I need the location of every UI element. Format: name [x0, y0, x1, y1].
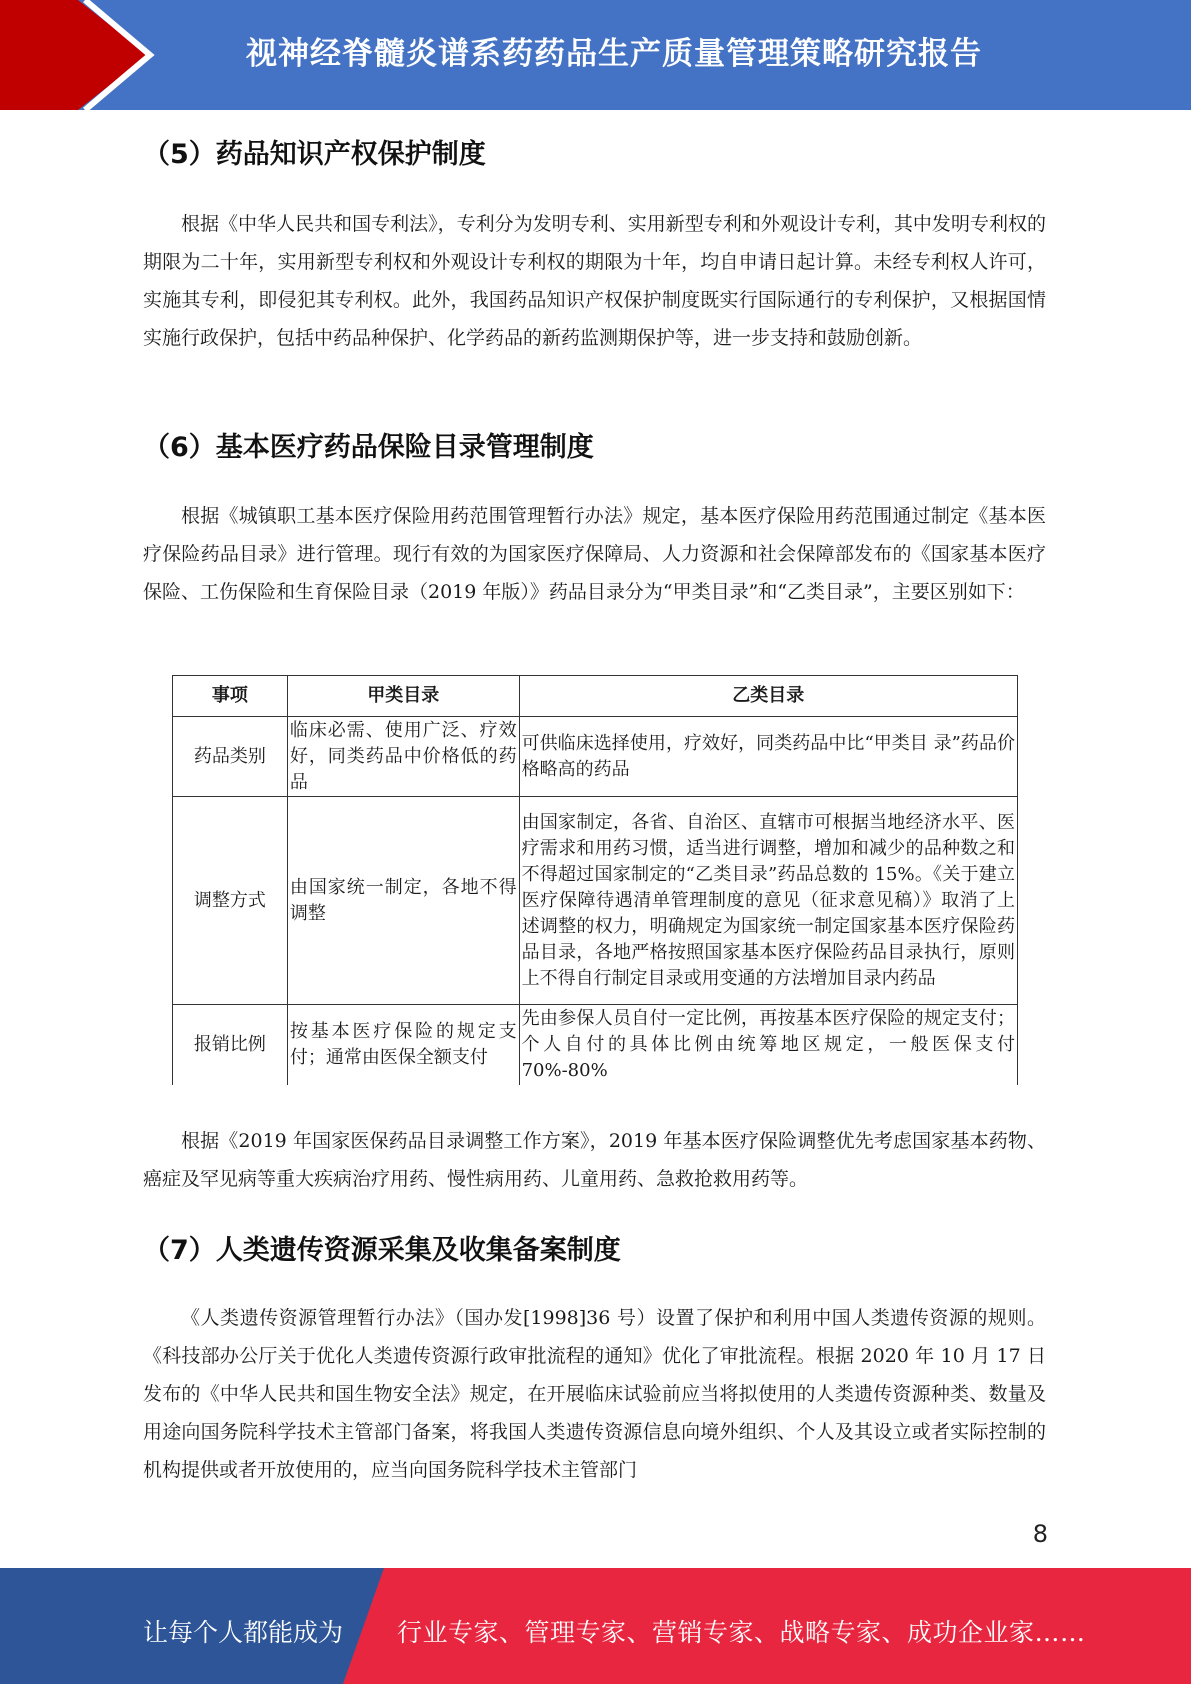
header-title: 视神经脊髓炎谱系药药品生产质量管理策略研究报告 [246, 36, 982, 72]
table-cell: 由国家统一制定，各地不得调整 [287, 797, 519, 1005]
section-heading-6: （6）基本医疗药品保险目录管理制度 [143, 432, 594, 463]
table-row [173, 717, 1018, 797]
table-cell: 由国家制定，各省、自治区、直辖市可根据当地经济水平、医疗需求和用药习惯，适当进行调整，增加和减少的品种数之和不得超过国家制定的“乙类目录”药品总数的 15%。《关于建立医疗保障待遇清单管理制度的意见（征求意见稿）》取消了上述调整的权力，明确规定为国家统一制定国家基本医疗保险药品目录，各地严格按照国家基本医疗保险药品目录执行，原则上不得自行制定目录或用变通的方法增加目录内药品 [519, 797, 1017, 1005]
footer-slogan-left: 让每个人都能成为 [143, 1618, 344, 1647]
table-header-cell: 事项 [173, 676, 288, 717]
table-header-cell: 乙类目录 [519, 676, 1017, 717]
table-row [173, 797, 1018, 1005]
table-cell: 报销比例 [173, 1005, 288, 1085]
drug-catalog-comparison-table [172, 675, 1018, 1085]
table-cell: 先由参保人员自付一定比例，再按基本医疗保险的规定支付；个人自付的具体比例由统筹地区规定，一般医保支付 70%-80% [519, 1005, 1017, 1085]
page-number: 8 [1032, 1520, 1048, 1548]
table-cell: 调整方式 [173, 797, 288, 1005]
page-header [0, 0, 1191, 110]
table-row [173, 1005, 1018, 1085]
table-header-cell: 甲类目录 [287, 676, 519, 717]
header-arrow-decoration [0, 0, 160, 110]
table-cell: 药品类别 [173, 717, 288, 797]
table-cell: 临床必需、使用广泛、疗效好，同类药品中价格低的药品 [287, 717, 519, 797]
footer-slogan-right: 行业专家、管理专家、营销专家、战略专家、成功企业家…… [397, 1618, 1086, 1647]
section-6-paragraph-1: 根据《城镇职工基本医疗保险用药范围管理暂行办法》规定，基本医疗保险用药范围通过制定《基本医疗保险药品目录》进行管理。现行有效的为国家医疗保障局、人力资源和社会保障部发布的《国家基本医疗保险、工伤保险和生育保险目录（2019 年版）》药品目录分为“甲类目录”和“乙类目录”，主要区别如下： [143, 505, 1046, 603]
table-cell: 可供临床选择使用，疗效好，同类药品中比“甲类目 录”药品价格略高的药品 [519, 717, 1017, 797]
section-heading-5: （5）药品知识产权保护制度 [143, 139, 486, 170]
section-6-paragraph-2: 根据《2019 年国家医保药品目录调整工作方案》，2019 年基本医疗保险调整优先考虑国家基本药物、癌症及罕见病等重大疾病治疗用药、慢性病用药、儿童用药、急救抢救用药等。 [143, 1130, 1046, 1190]
table-cell: 按基本医疗保险的规定支付；通常由医保全额支付 [287, 1005, 519, 1085]
page-footer [0, 1568, 1191, 1684]
section-heading-7: （7）人类遗传资源采集及收集备案制度 [143, 1235, 621, 1266]
section-7-paragraph: 《人类遗传资源管理暂行办法》（国办发[1998]36 号）设置了保护和利用中国人类遗传资源的规则。《科技部办公厅关于优化人类遗传资源行政审批流程的通知》优化了审批流程。根据 2020 年 10 月 17 日发布的《中华人民共和国生物安全法》规定，在开展临床试验前应当将拟使用的人类遗传资源种类、数量及用途向国务院科学技术主管部门备案，将我国人类遗传资源信息向境外组织、个人及其设立或者实际控制的机构提供或者开放使用的，应当向国务院科学技术主管部门 [143, 1307, 1046, 1481]
section-5-paragraph: 根据《中华人民共和国专利法》，专利分为发明专利、实用新型专利和外观设计专利，其中发明专利权的期限为二十年，实用新型专利权和外观设计专利权的期限为十年，均自申请日起计算。未经专利权人许可，实施其专利，即侵犯其专利权。此外，我国药品知识产权保护制度既实行国际通行的专利保护，又根据国情实施行政保护，包括中药品种保护、化学药品的新药监测期保护等，进一步支持和鼓励创新。 [143, 213, 1046, 349]
table-header-row [173, 676, 1018, 717]
